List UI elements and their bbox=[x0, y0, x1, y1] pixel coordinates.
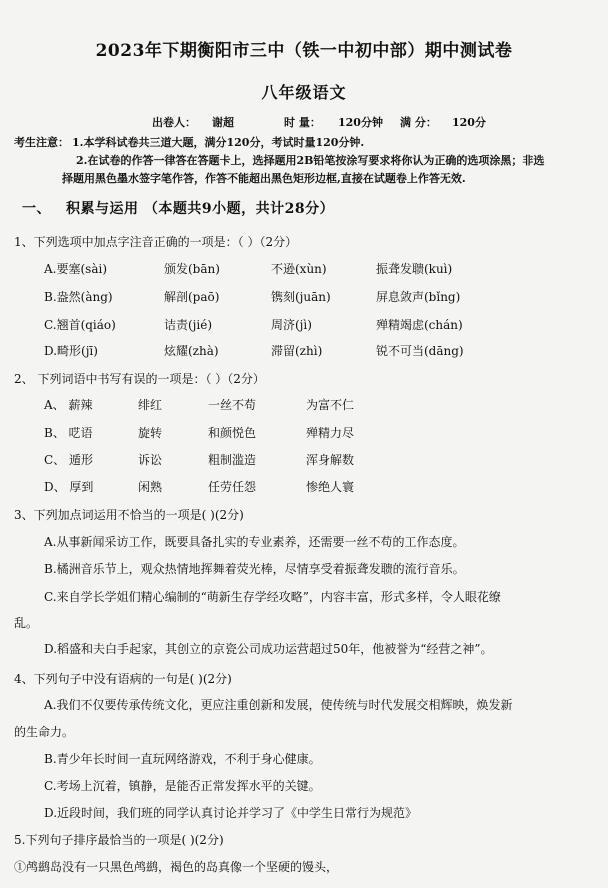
option-label: A、 薪辣 bbox=[44, 398, 93, 412]
option-item: 和颜悦色 bbox=[208, 426, 257, 440]
time-label: 时 量： bbox=[284, 116, 321, 129]
option-label: A.要塞(sài) bbox=[44, 262, 107, 276]
question-4-option-a: A.我们不仅要传承传统文化，更应注重创新和发展，使传统与时代发展交相辉映，焕发新 bbox=[44, 698, 513, 712]
option-item: 周济(jì) bbox=[271, 318, 312, 332]
option-item: 振聋发聩(kuì) bbox=[376, 262, 453, 276]
option-item: 一丝不苟 bbox=[208, 398, 257, 412]
question-3-option-b: B.橘洲音乐节上，观众热情地挥舞着荧光棒，尽情享受着振聋发聩的流行音乐。 bbox=[44, 562, 465, 576]
notes-line-1: 1.本学科试卷共三道大题，满分120分，考试时量120分钟. bbox=[72, 136, 365, 149]
option-item: 解剖(paō) bbox=[164, 290, 220, 304]
option-label: D.畸形(jī) bbox=[44, 344, 98, 358]
question-4-option-a-cont: 的生命力。 bbox=[14, 725, 75, 739]
option-item: 殚精力尽 bbox=[306, 426, 355, 440]
score-value: 120分 bbox=[452, 116, 486, 129]
setter-label: 出卷人： bbox=[152, 116, 196, 129]
option-item: 炫耀(zhà) bbox=[164, 344, 219, 358]
question-3-option-d: D.稻盛和夫白手起家，其创立的京瓷公司成功运营超过50年，他被誉为“经营之神”。 bbox=[44, 642, 493, 656]
option-item: 任劳任怨 bbox=[208, 480, 257, 494]
question-3-option-a: A.从事新闻采访工作，既要具备扎实的专业素养，还需要一丝不苟的工作态度。 bbox=[44, 535, 465, 549]
time-value: 120分钟 bbox=[338, 116, 383, 129]
setter-name: 谢超 bbox=[212, 116, 234, 129]
option-item: 诘责(jié) bbox=[164, 318, 213, 332]
question-4-option-c: C.考场上沉着，镇静，是能否正常发挥水平的关键。 bbox=[44, 779, 321, 793]
question-3-option-c-cont: 乱。 bbox=[14, 616, 39, 630]
option-item: 为富不仁 bbox=[306, 398, 355, 412]
notes-line-3: 择题用黑色墨水签字笔作答，作答不能超出黑色矩形边框,直接在试题卷上作答无效. bbox=[62, 172, 466, 185]
option-label: B.盎然(àng) bbox=[44, 290, 113, 304]
option-item: 绯红 bbox=[138, 398, 163, 412]
option-item: 锐不可当(dāng) bbox=[376, 344, 464, 358]
option-item: 闲熟 bbox=[138, 480, 163, 494]
question-3-option-c: C.来自学长学姐们精心编制的“萌新生存学经攻略”，内容丰富，形式多样，令人眼花缭 bbox=[44, 590, 501, 604]
notes-line-2: 2.在试卷的作答一律答在答题卡上，选择题用2B铅笔按涂写要求将你认为正确的选项涂黑；非选 bbox=[76, 154, 545, 167]
option-item: 诉讼 bbox=[138, 453, 163, 467]
exam-title: 2023年下期衡阳市三中（铁一中初中部）期中测试卷 bbox=[95, 41, 513, 61]
exam-subtitle: 八年级语文 bbox=[261, 83, 347, 102]
option-label: D、 厚到 bbox=[44, 480, 94, 494]
option-item: 屏息敛声(bǐng) bbox=[376, 290, 461, 304]
option-label: B、 呓语 bbox=[44, 426, 93, 440]
option-item: 旋转 bbox=[138, 426, 163, 440]
option-label: C、 遁形 bbox=[44, 453, 93, 467]
notes-label: 考生注意： bbox=[14, 136, 69, 149]
question-4-option-b: B.青少年长时间一直玩网络游戏，不利于身心健康。 bbox=[44, 752, 321, 766]
option-item: 不逊(xùn) bbox=[271, 262, 327, 276]
question-2-stem: 2、 下列词语中书写有误的一项是：（ ）（2分） bbox=[14, 372, 265, 386]
question-3-stem: 3、下列加点词运用不恰当的一项是( )(2分) bbox=[14, 508, 244, 522]
option-item: 粗制滥造 bbox=[208, 453, 257, 467]
option-item: 殚精竭虑(chán) bbox=[376, 318, 463, 332]
section-number: 一、 bbox=[22, 201, 51, 217]
option-label: C.翘首(qiáo) bbox=[44, 318, 116, 332]
option-item: 浑身解数 bbox=[306, 453, 355, 467]
section-title: 积累与运用 （本题共9小题，共计28分） bbox=[66, 201, 335, 217]
question-5-item-1: ①鸬鹚岛没有一只黑色鸬鹚，褐色的岛真像一个坚硬的馒头， bbox=[14, 860, 339, 874]
option-item: 颁发(bān) bbox=[164, 262, 220, 276]
option-item: 镌刻(juān) bbox=[271, 290, 331, 304]
question-4-option-d: D.近段时间，我们班的同学认真讨论并学习了《中学生日常行为规范》 bbox=[44, 806, 418, 820]
question-4-stem: 4、下列句子中没有语病的一句是( )(2分) bbox=[14, 672, 232, 686]
question-5-stem: 5.下列句子排序最恰当的一项是( )(2分) bbox=[14, 833, 224, 847]
option-item: 惨绝人寰 bbox=[306, 480, 355, 494]
question-1-stem: 1、下列选项中加点字注音正确的一项是：（ ）（2分） bbox=[14, 235, 298, 249]
score-label: 满 分： bbox=[400, 116, 437, 129]
option-item: 滞留(zhì) bbox=[271, 344, 323, 358]
